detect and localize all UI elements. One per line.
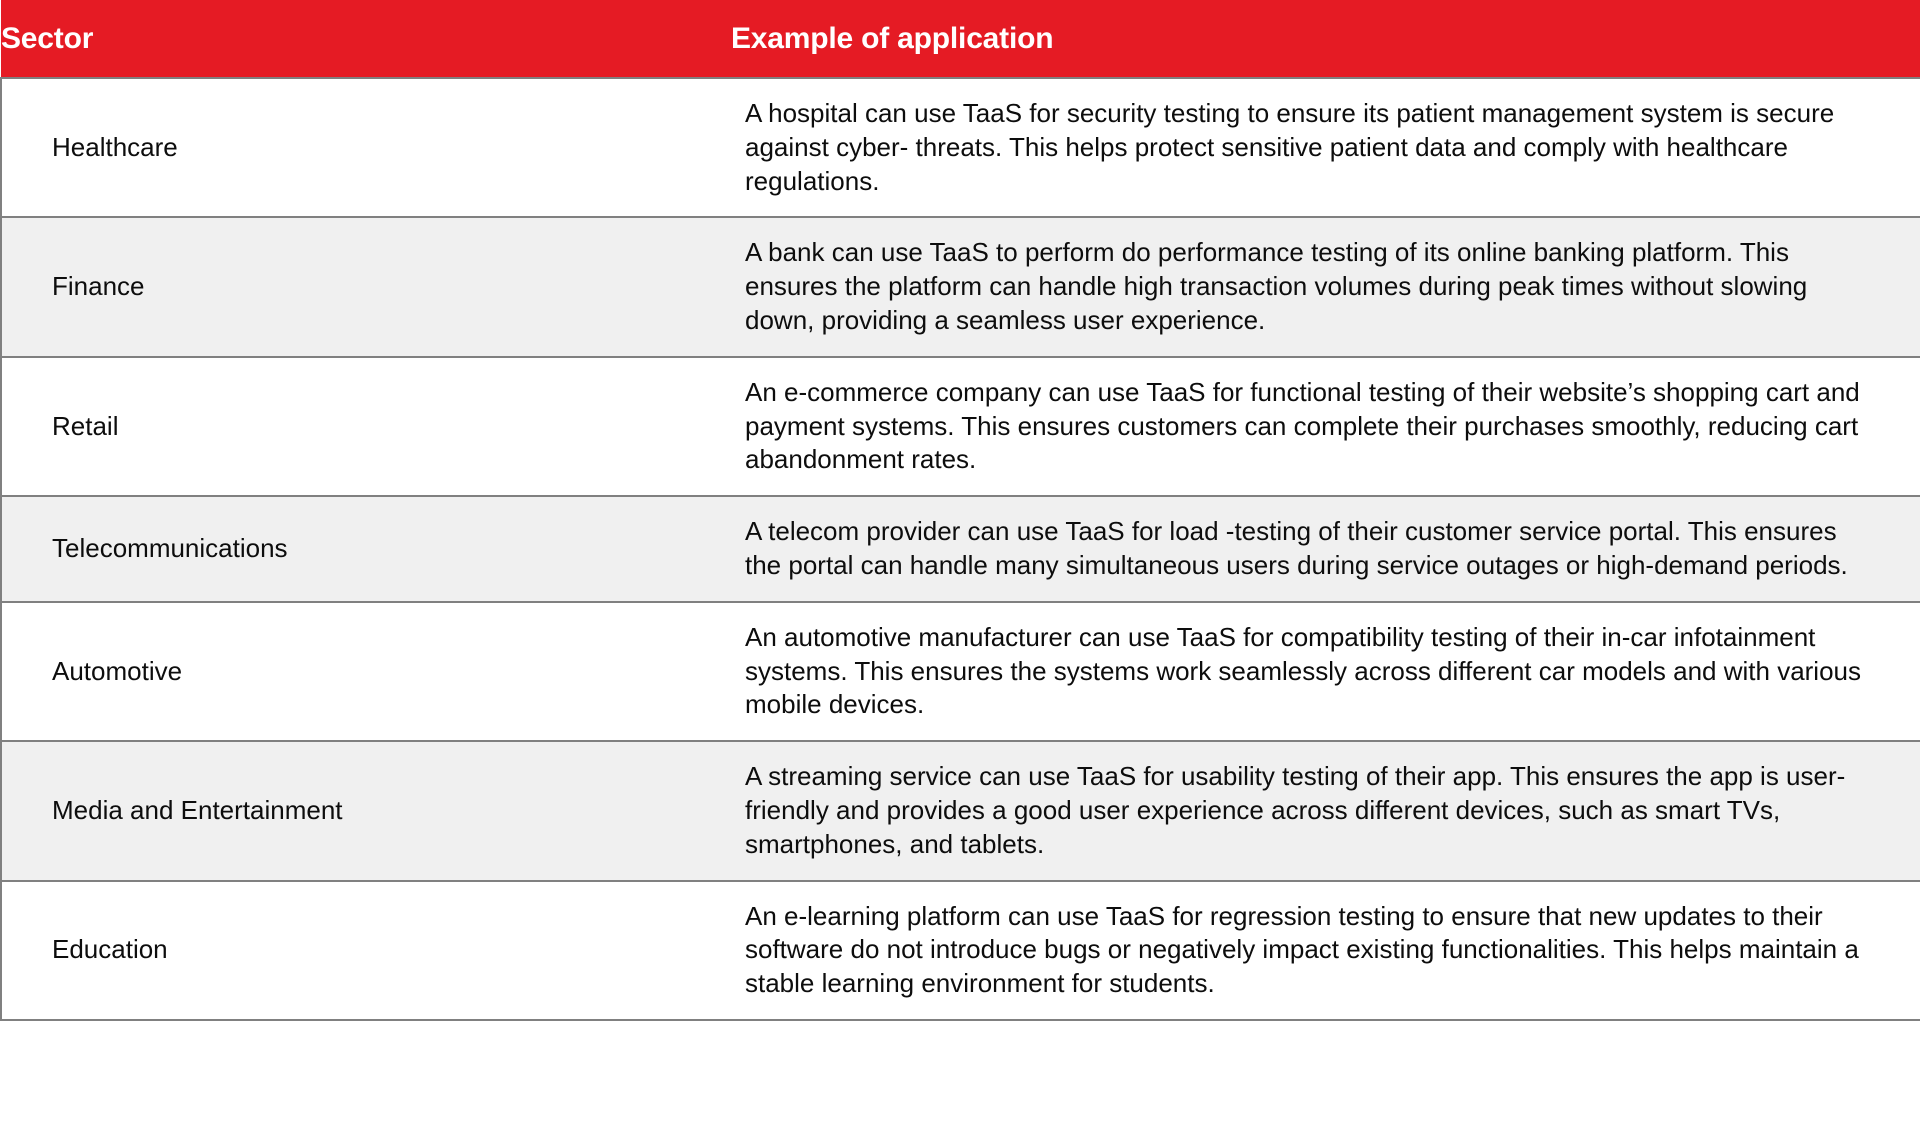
cell-sector: [1, 357, 731, 496]
cell-sector: [1, 217, 731, 356]
cell-sector: [1, 881, 731, 1020]
cell-example-of-application: [731, 357, 1920, 496]
cell-example-of-application: [731, 496, 1920, 602]
example-text: A telecom provider can use TaaS for load -testing of their customer service portal. This ensures the portal can handle many simultaneous users during service outages or high-demand periods.: [745, 516, 1848, 580]
table-row: [1, 217, 1920, 356]
table-row: [1, 881, 1920, 1020]
example-text: A hospital can use TaaS for security testing to ensure its patient management system is secure against cyber- threats. This helps protect sensitive patient data and comply with healthcare regulations.: [745, 98, 1835, 196]
sector-label: Retail: [52, 410, 119, 441]
cell-sector: [1, 496, 731, 602]
cell-example-of-application: [731, 741, 1920, 880]
table-row: [1, 496, 1920, 602]
example-text: A bank can use TaaS to perform do performance testing of its online banking platform. This ensures the platform can handle high transaction volumes during peak times without slowing down, providing a seamless user experience.: [745, 237, 1808, 335]
sector-label: Media and Entertainment: [52, 794, 343, 825]
example-text: An e-learning platform can use TaaS for regression testing to ensure that new updates to their software do not introduce bugs or negatively impact existing functionalities. This helps maintain a stable learning environment for students.: [745, 900, 1859, 999]
column-header-example-of-application: Example of application: [731, 0, 1920, 78]
cell-sector: [1, 602, 731, 741]
table-row: [1, 357, 1920, 496]
cell-sector: [1, 78, 731, 217]
table-header: [1, 0, 1920, 78]
cell-example-of-application: [731, 602, 1920, 741]
example-text: An e-commerce company can use TaaS for functional testing of their website’s shopping cart and payment systems. This ensures customers can complete their purchases smoothly, reducing cart abandonment rates.: [745, 376, 1860, 475]
cell-example-of-application: [731, 881, 1920, 1020]
example-text: A streaming service can use TaaS for usability testing of their app. This ensures the app is user-friendly and provides a good user experience across different devices, such as smart TVs, smartphones, and tablets.: [745, 761, 1846, 859]
table-row: [1, 78, 1920, 217]
column-header-sector: Sector: [1, 0, 731, 78]
cell-sector: [1, 741, 731, 880]
table-body: [1, 78, 1920, 1020]
example-text: An automotive manufacturer can use TaaS for compatibility testing of their in-car infotainment systems. This ensures the systems work seamlessly across different car models and with various mobile devices.: [745, 621, 1862, 720]
sector-label: Automotive: [52, 655, 183, 686]
sector-label: Healthcare: [52, 131, 178, 162]
sector-label: Finance: [52, 271, 145, 302]
cell-example-of-application: [731, 217, 1920, 356]
table-row: [1, 602, 1920, 741]
sector-label: Telecommunications: [52, 533, 288, 564]
sector-label: Education: [52, 934, 168, 965]
table-row: [1, 741, 1920, 880]
table-header-row: [1, 0, 1920, 78]
cell-example-of-application: [731, 78, 1920, 217]
